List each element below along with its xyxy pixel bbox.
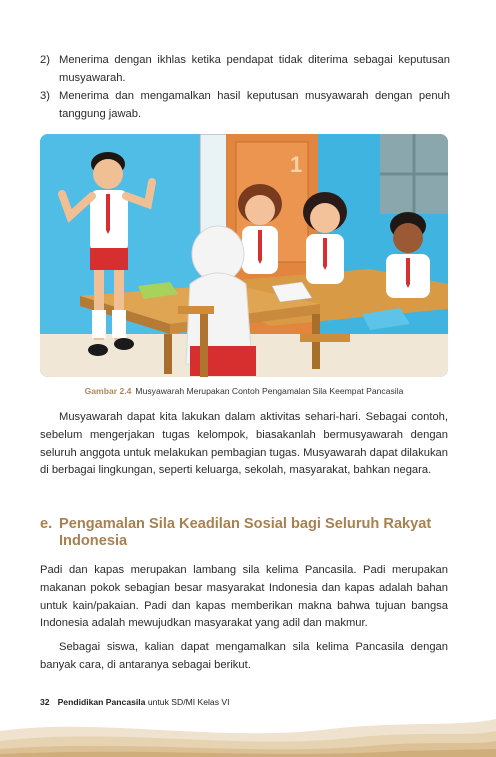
classroom-scene	[40, 134, 448, 377]
figure-caption	[40, 386, 448, 396]
paragraph-padi-kapas: Padi dan kapas merupakan lambang sila kelima Pancasila. Padi merupakan makanan pokok sebagian besar masyarakat Indonesia dan kapas adalah bahan untuk kain/pakaian. Padi dan kapas memberikan makna bahwa tujuan bangsa Indonesia adalah mewujudkan masyarakat yang adil dan makmur.	[40, 564, 448, 630]
bullet-list	[40, 52, 450, 124]
list-item	[40, 88, 450, 123]
book-subtitle: untuk SD/MI Kelas VI	[145, 697, 230, 707]
section-title: Pengamalan Sila Keadilan Sosial bagi Seluruh Rakyat Indonesia	[59, 516, 432, 549]
list-item-text: Menerima dengan ikhlas ketika pendapat tidak diterima sebagai keputusan musyawarah.	[59, 54, 450, 84]
list-item-number: 3)	[40, 90, 50, 102]
caption-text: Musyawarah Merupakan Contoh Pengamalan Sila Keempat Pancasila	[135, 386, 404, 396]
list-item	[40, 52, 450, 87]
list-item-text: Menerima dan mengamalkan hasil keputusan musyawarah dengan penuh tanggung jawab.	[59, 90, 450, 120]
classroom-illustration	[40, 134, 448, 377]
list-item-number: 2)	[40, 54, 50, 66]
section-letter: e.	[40, 516, 53, 532]
section-heading	[40, 516, 450, 550]
page-number: 32	[40, 697, 50, 707]
door-number: 1	[290, 152, 303, 177]
paragraph-siswa: Sebagai siswa, kalian dapat mengamalkan sila kelima Pancasila dengan banyak cara, di antaranya sebagai berikut.	[40, 641, 448, 671]
caption-label: Gambar 2.4	[84, 386, 132, 396]
paragraph-musyawarah: Musyawarah dapat kita lakukan dalam aktivitas sehari-hari. Sebagai contoh, sebelum mengerjakan tugas kelompok, biasakanlah bermusyawarah dengan seluruh anggota untuk melakukan pembagian tugas. Musyawarah dapat dilakukan di berbagai lingkungan, seperti keluarga, sekolah, masyarakat, bahkan negara.	[40, 411, 448, 477]
page-footer	[40, 697, 230, 707]
book-title: Pendidikan Pancasila	[57, 697, 146, 707]
decorative-waves	[0, 713, 496, 757]
